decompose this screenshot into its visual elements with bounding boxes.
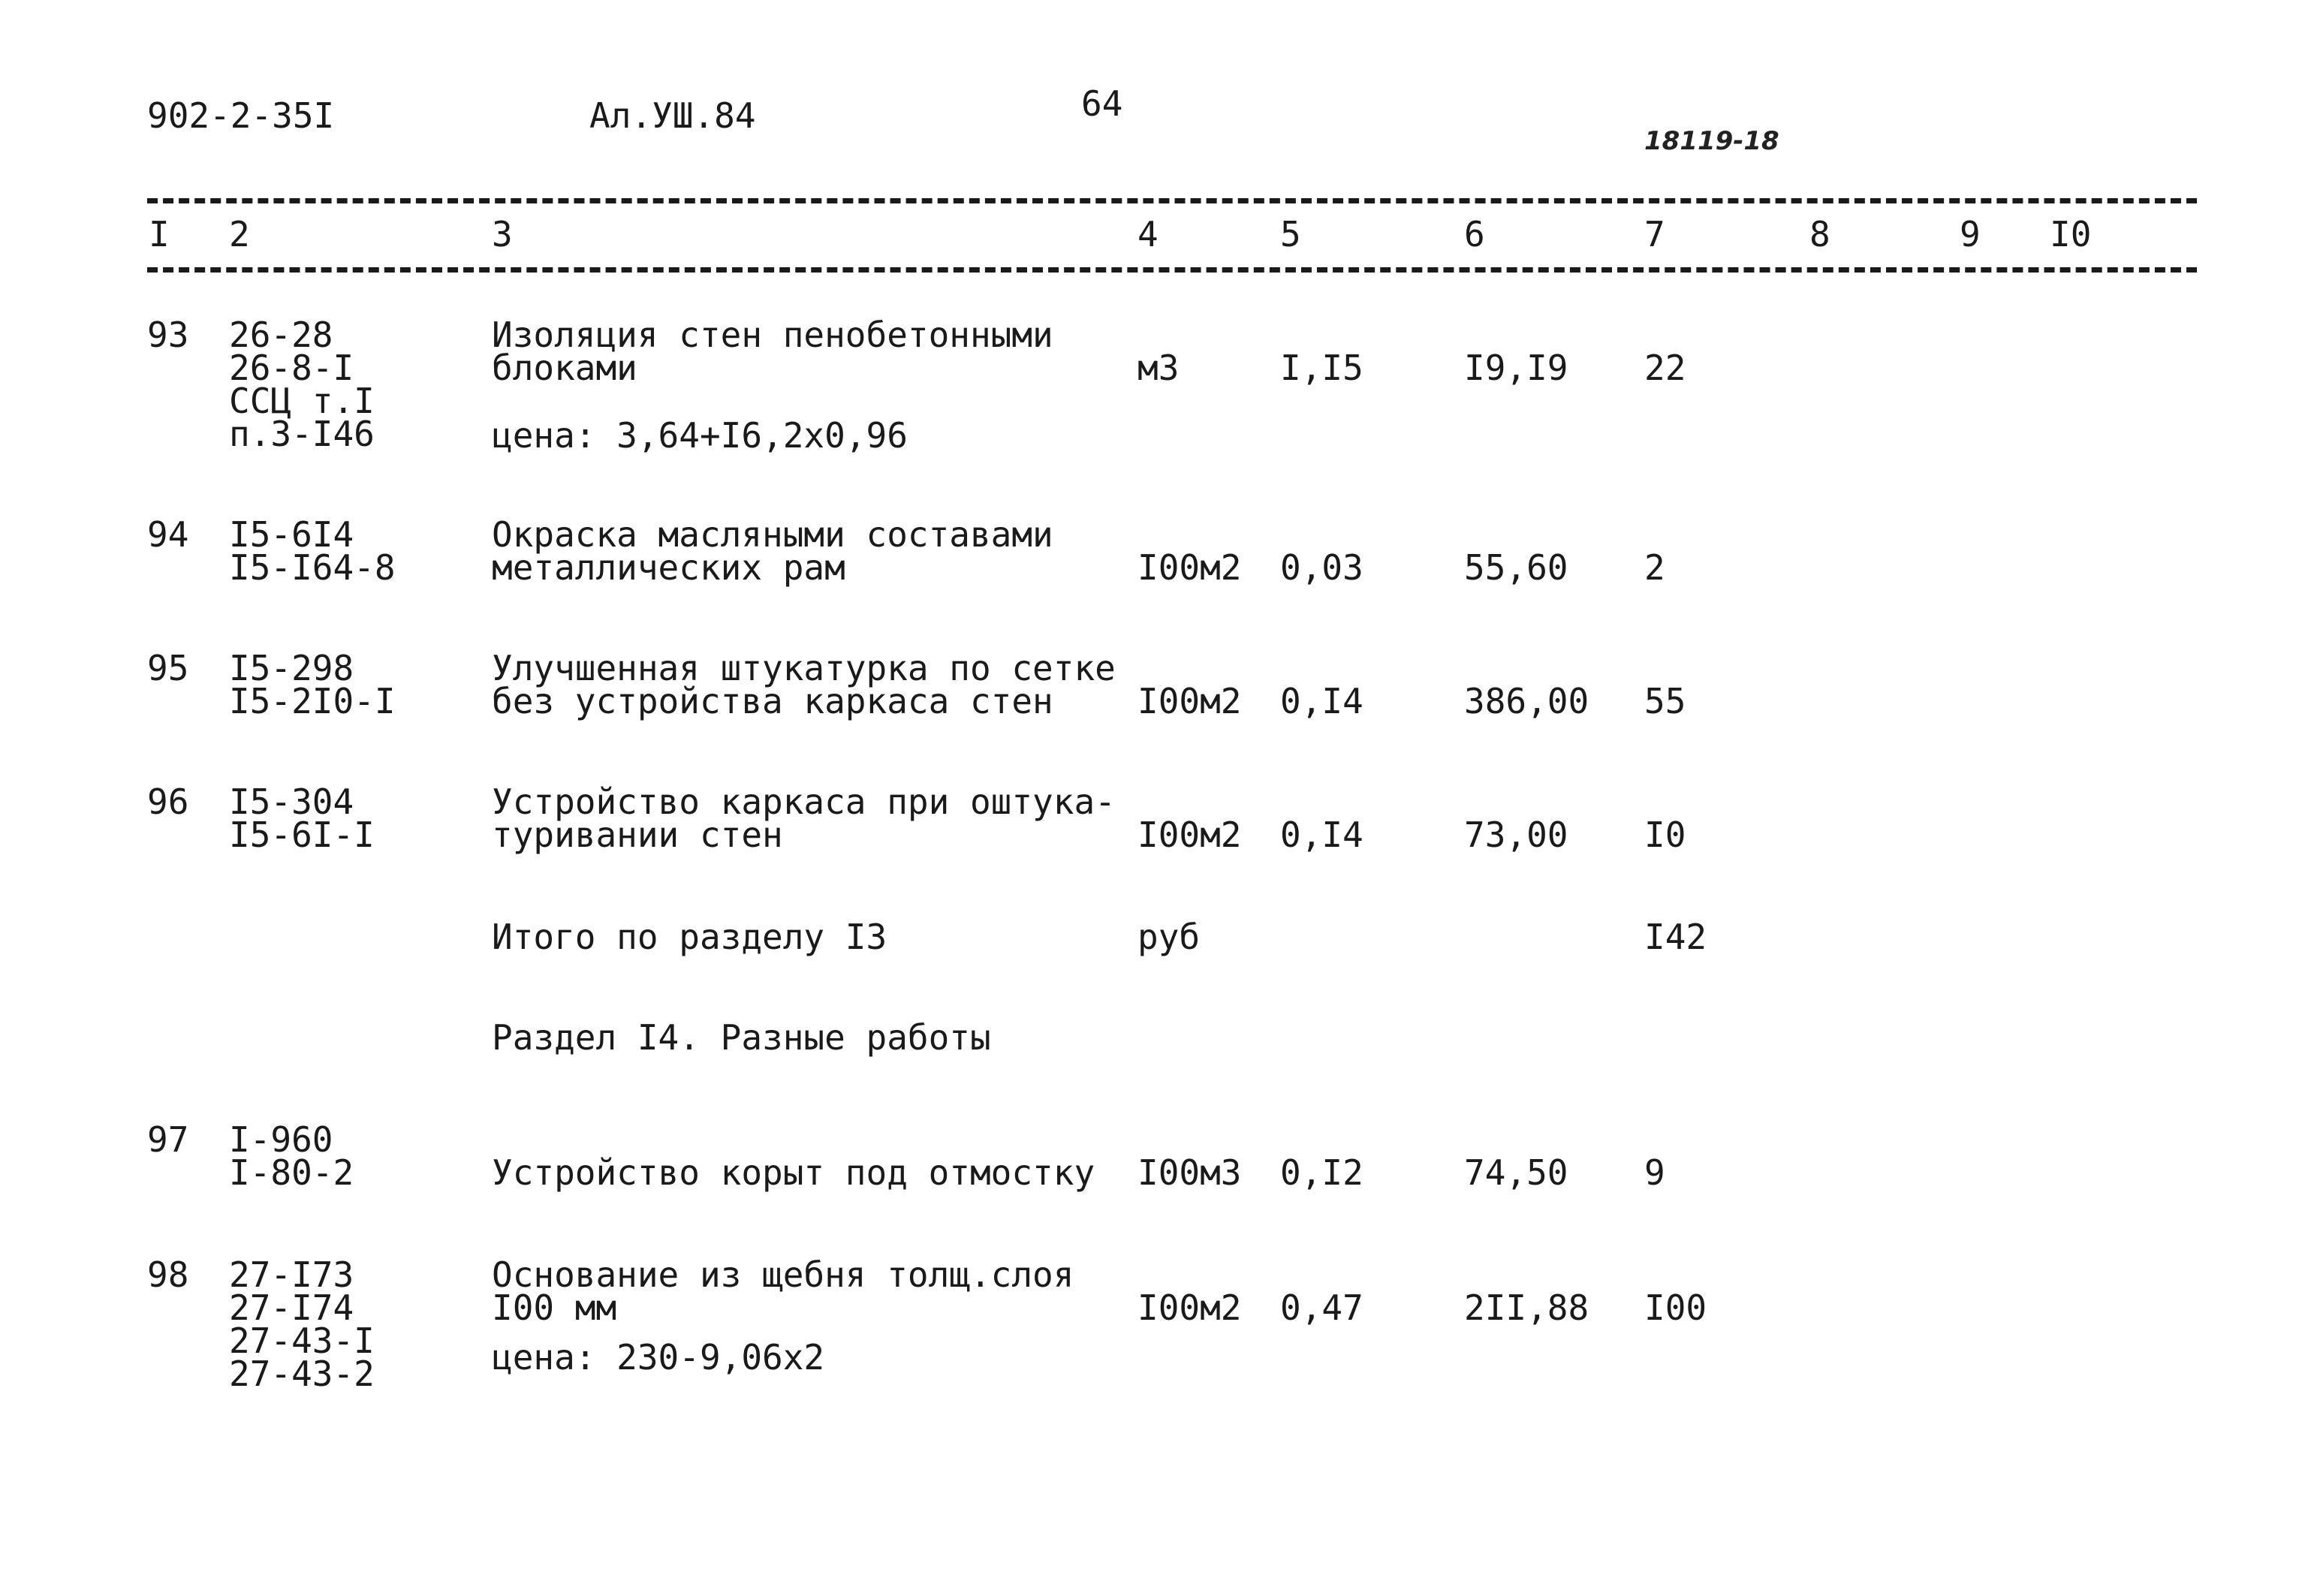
- work-description: Устройство каркаса при оштука- туривании стен: [492, 781, 1116, 855]
- column-header: 9: [1960, 214, 1981, 254]
- norm-codes: 27-I73 27-I74 27-43-I 27-43-2: [229, 1254, 375, 1394]
- total-cost: I00: [1644, 1287, 1707, 1328]
- section-total-label: Итого по разделу I3: [492, 917, 887, 957]
- archive-stamp: 18119-18: [1644, 126, 1779, 156]
- header-rule-top: [147, 198, 2197, 203]
- column-header: I0: [2050, 214, 2092, 254]
- page-number: 64: [1081, 83, 1123, 124]
- unit: I00м3: [1137, 1152, 1242, 1193]
- column-header: 2: [229, 214, 250, 254]
- unit: I00м2: [1137, 681, 1242, 721]
- unit-price: 73,00: [1464, 815, 1568, 855]
- unit: I00м2: [1137, 547, 1242, 588]
- column-header: 7: [1644, 214, 1665, 254]
- norm-codes: I5-6I4 I5-I64-8: [229, 514, 396, 588]
- album-code: Ал.УШ.84: [589, 95, 756, 136]
- work-description: Изоляция стен пенобетонными блоками: [492, 315, 1053, 388]
- row-number: 97: [147, 1119, 189, 1160]
- quantity: 0,I4: [1280, 681, 1363, 721]
- unit-price: I9,I9: [1464, 348, 1568, 388]
- work-description: Устройство корыт под отмостку: [492, 1152, 1095, 1193]
- unit: I00м2: [1137, 1287, 1242, 1328]
- unit: руб: [1137, 917, 1201, 957]
- price-note: цена: 230-9,06х2: [492, 1337, 825, 1378]
- unit-price: 386,00: [1464, 681, 1589, 721]
- work-description: Улучшенная штукатурка по сетке без устройства каркаса стен: [492, 648, 1116, 721]
- quantity: 0,47: [1280, 1287, 1363, 1328]
- total-cost: 9: [1644, 1152, 1665, 1193]
- quantity: 0,I2: [1280, 1152, 1363, 1193]
- total-cost: 22: [1644, 348, 1686, 388]
- work-description: Окраска масляными составами металлических рам: [492, 514, 1053, 588]
- row-number: 94: [147, 514, 189, 555]
- quantity: I,I5: [1280, 348, 1363, 388]
- column-header: 3: [492, 214, 513, 254]
- total-cost: I42: [1644, 917, 1707, 957]
- column-header: 5: [1280, 214, 1301, 254]
- row-number: 98: [147, 1254, 189, 1295]
- column-header: I: [149, 214, 170, 254]
- row-number: 95: [147, 648, 189, 688]
- total-cost: I0: [1644, 815, 1686, 855]
- unit-price: 55,60: [1464, 547, 1568, 588]
- unit: м3: [1137, 348, 1180, 388]
- row-number: 96: [147, 781, 189, 822]
- column-header: 6: [1464, 214, 1485, 254]
- header-rule-bottom: [147, 267, 2197, 273]
- work-description: Основание из щебня толщ.слоя I00 мм: [492, 1254, 1074, 1328]
- norm-codes: I5-298 I5-2I0-I: [229, 648, 396, 721]
- column-header: 4: [1137, 214, 1159, 254]
- unit-price: 74,50: [1464, 1152, 1568, 1193]
- norm-codes: 26-28 26-8-I ССЦ т.I п.3-I46: [229, 315, 375, 454]
- section-heading: Раздел I4. Разные работы: [492, 1017, 991, 1058]
- norm-codes: I5-304 I5-6I-I: [229, 781, 375, 855]
- price-note: цена: 3,64+I6,2х0,96: [492, 415, 908, 456]
- column-header: 8: [1809, 214, 1830, 254]
- total-cost: 2: [1644, 547, 1665, 588]
- document-code: 902-2-35I: [147, 95, 335, 136]
- norm-codes: I-960 I-80-2: [229, 1119, 354, 1193]
- unit-price: 2II,88: [1464, 1287, 1589, 1328]
- quantity: 0,03: [1280, 547, 1363, 588]
- quantity: 0,I4: [1280, 815, 1363, 855]
- row-number: 93: [147, 315, 189, 355]
- total-cost: 55: [1644, 681, 1686, 721]
- unit: I00м2: [1137, 815, 1242, 855]
